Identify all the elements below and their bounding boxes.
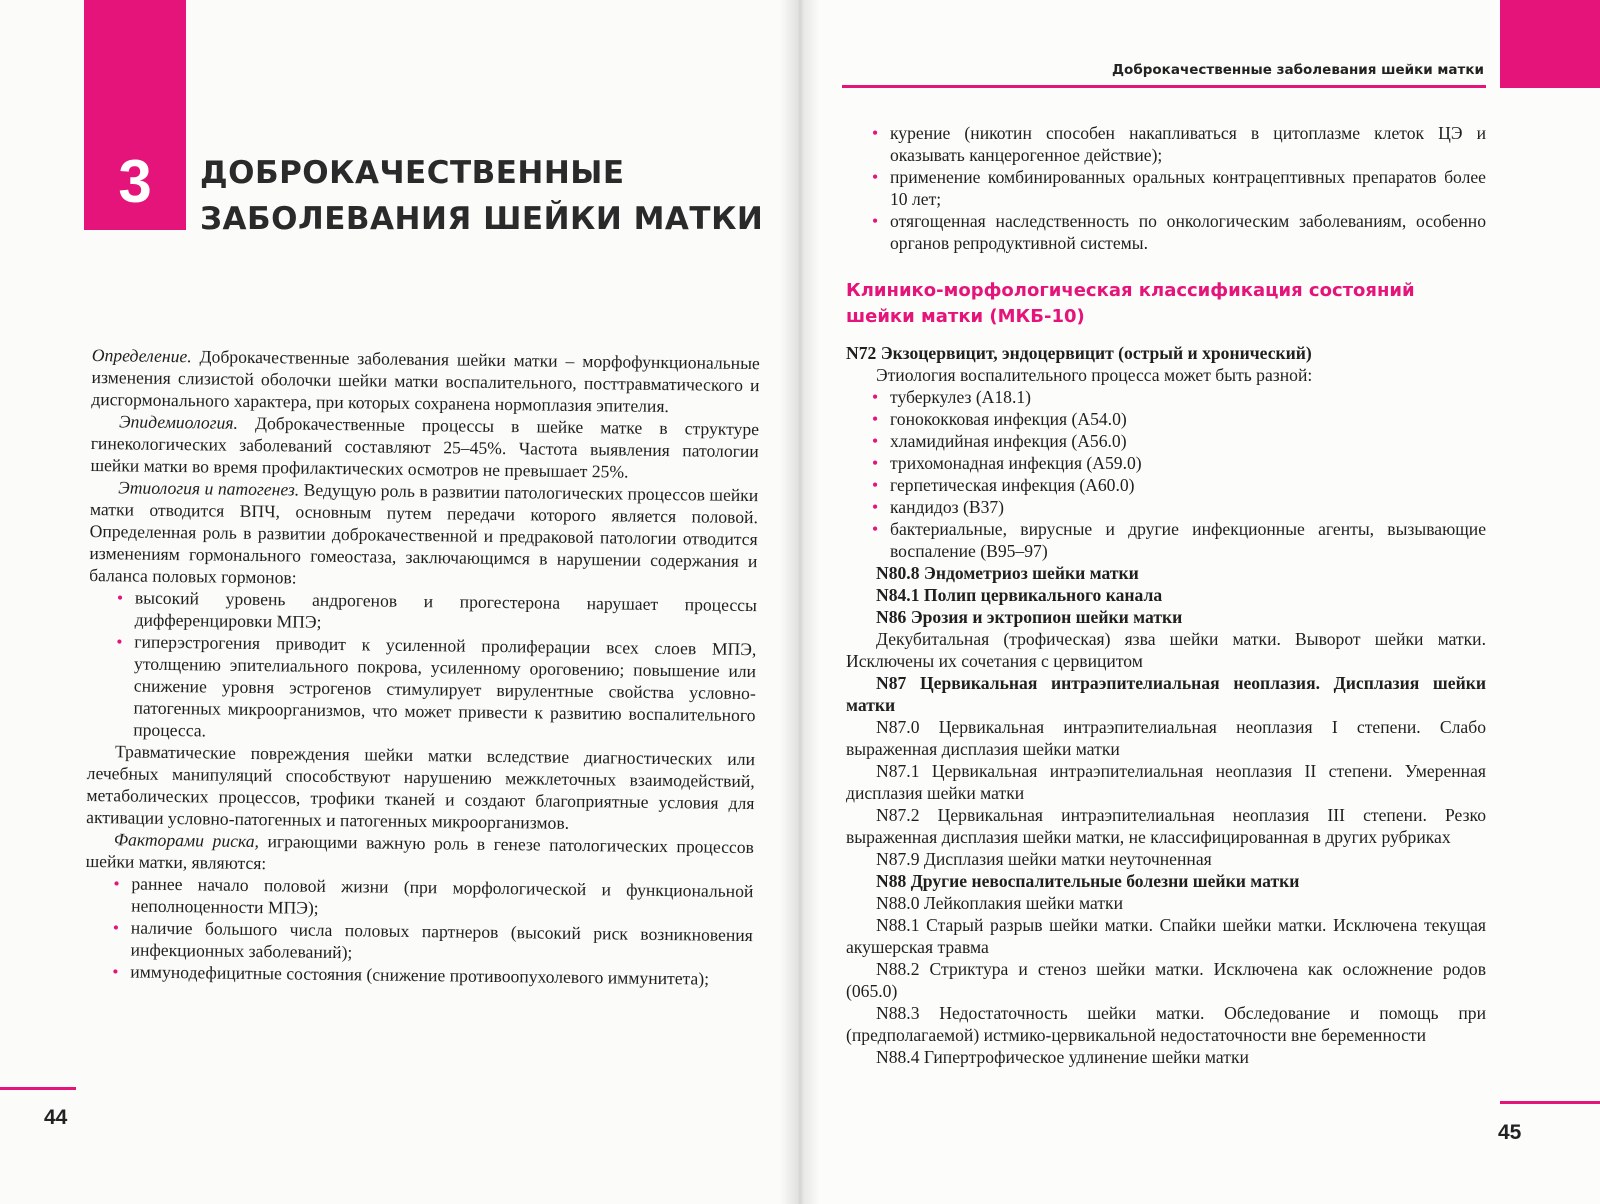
list-item: • кандидоз (B37) <box>890 496 1486 518</box>
epidemiology-paragraph <box>90 410 759 484</box>
list-item: • туберкулез (A18.1) <box>890 386 1486 408</box>
list-item: • хламидийная инфекция (A56.0) <box>890 430 1486 452</box>
corner-tab <box>1500 0 1600 88</box>
right-body-text <box>846 122 1486 1068</box>
n84-heading: N84.1 Полип цервикального канала <box>876 585 1163 605</box>
header-rule <box>842 85 1486 88</box>
etiology-text: Ведущую роль в развитии патологических процессов шейки матки отводится ВПЧ, основным путем передачи которого является половой. Определенная роль в развитии доброкачественной и предраковой патологии отводится изменениям гормонального гомеостаза, заключающимся в нарушении содержания и баланса половых гормонов: <box>89 479 759 588</box>
epidemiology-text: Доброкачественные процессы в шейке матке в структуре гинекологических заболеваний составляют 25–45%. Частота выявления патологии шейки матки во время профилактических осмотров не превышает 25%. <box>90 412 760 482</box>
section-title: Клинико-морфологическая классификация состояний шейки матки (МКБ-10) <box>846 280 1415 327</box>
list-item: • высокий уровень андрогенов и прогестерона нарушает процессы дифференцировки МПЭ; <box>135 587 757 639</box>
chapter-title <box>200 150 764 242</box>
list-item: • применение комбинированных оральных контрацептивных препаратов более 10 лет; <box>890 166 1486 210</box>
definition-label: Определение. <box>91 344 192 367</box>
n87-1: N87.1 Цервикальная интраэпителиальная неоплазия II степени. Умеренная дисплазия шейки матки <box>846 761 1486 803</box>
trauma-paragraph: Травматические повреждения шейки матки вследствие диагностических или лечебных манипуляций способствуют нарушению межклеточных взаимодействий, метаболических процессов, трофики тканей и создают благоприятные условия для активации условно-патогенных и патогенных микроорганизмов. <box>86 741 756 833</box>
n87-9: N87.9 Дисплазия шейки матки неуточненная <box>876 849 1212 869</box>
footer-rule <box>0 1087 76 1090</box>
n88-3: N88.3 Недостаточность шейки матки. Обследование и помощь при (предполагаемой) истмико-цервикальной недостаточности вне беременности <box>846 1003 1486 1045</box>
chapter-number: 3 <box>118 148 152 215</box>
list-item: • иммунодефицитные состояния (снижение противоопухолевого иммунитета); <box>130 961 752 991</box>
hormone-list <box>87 586 757 748</box>
n88-0: N88.0 Лейкоплакия шейки матки <box>876 893 1123 913</box>
definition-text: Доброкачественные заболевания шейки матки – морфофункциональные изменения слизистой оболочки шейки матки воспалительного, посттравматического и дисгормонального характера, при которых сохранена нормоплазия эпителия. <box>91 346 760 417</box>
n86-text: Декубитальная (трофическая) язва шейки матки. Выворот шейки матки. Исключены их сочетания с цервицитом <box>846 629 1486 671</box>
epidemiology-label: Эпидемиология. <box>118 411 239 433</box>
etiology-paragraph <box>89 476 758 594</box>
risk-list <box>84 872 753 990</box>
footer-rule <box>1500 1101 1600 1104</box>
chapter-title-line: ДОБРОКАЧЕСТВЕННЫЕ <box>200 155 625 191</box>
n88-heading: N88 Другие невоспалительные болезни шейки матки <box>876 871 1300 891</box>
list-item: • гонококковая инфекция (A54.0) <box>890 408 1486 430</box>
n80-heading: N80.8 Эндометриоз шейки матки <box>876 563 1139 583</box>
chapter-title-line: ЗАБОЛЕВАНИЯ ШЕЙКИ МАТКИ <box>200 201 764 237</box>
n87-0: N87.0 Цервикальная интраэпителиальная неоплазия I степени. Слабо выраженная дисплазия шейки матки <box>846 717 1486 759</box>
list-item: • гиперэстрогения приводит к усиленной пролиферации всех слоев МПЭ, утолщению эпителиального покрова, усиленному ороговению; повышение или снижение уровня эстрогенов стимулирует вирулентные свойства условно-патогенных микроорганизмов, что может привести к развитию воспалительного процесса. <box>133 631 756 749</box>
running-head: Доброкачественные заболевания шейки матки <box>1112 62 1484 78</box>
list-item: • герпетическая инфекция (A60.0) <box>890 474 1486 496</box>
page-number: 45 <box>1498 1121 1522 1144</box>
etiology-label: Этиология и патогенез. <box>118 477 300 500</box>
list-item: • трихомонадная инфекция (A59.0) <box>890 452 1486 474</box>
risk-text: играющими важную роль в генезе патологических процессов шейки матки, являются: <box>85 831 755 874</box>
list-item: • отягощенная наследственность по онкологическим заболеваниям, особенно органов репродуктивной системы. <box>890 210 1486 254</box>
list-item: • раннее начало половой жизни (при морфологической и функциональной неполноценности МПЭ); <box>131 873 753 925</box>
right-page <box>798 0 1600 1204</box>
risk-label: Факторами риска, <box>113 829 260 852</box>
n88-1: N88.1 Старый разрыв шейки матки. Спайки шейки матки. Исключена текущая акушерская травма <box>846 915 1486 957</box>
n87-2: N87.2 Цервикальная интраэпителиальная неоплазия III степени. Резко выраженная дисплазия шейки матки, не классифицированная в других рубриках <box>846 805 1486 847</box>
n72-list <box>846 386 1486 562</box>
n88-4: N88.4 Гипертрофическое удлинение шейки матки <box>876 1047 1249 1067</box>
list-item: • бактериальные, вирусные и другие инфекционные агенты, вызывающие воспаление (B95–97) <box>890 518 1486 562</box>
page-number: 44 <box>44 1106 68 1129</box>
n86-heading: N86 Эрозия и эктропион шейки матки <box>876 607 1183 627</box>
n72-heading: N72 Экзоцервицит, эндоцервицит (острый и хронический) <box>846 343 1312 363</box>
list-item: • наличие большого числа половых партнеров (высокий риск возникновения инфекционных заболеваний); <box>130 917 752 969</box>
left-page <box>0 0 798 1204</box>
definition-paragraph <box>91 344 760 418</box>
n88-2: N88.2 Стриктура и стеноз шейки матки. Исключена как осложнение родов (065.0) <box>846 959 1486 1001</box>
n87-heading: N87 Цервикальная интраэпителиальная неоплазия. Дисплазия шейки матки <box>846 673 1486 715</box>
continued-risk-list <box>846 122 1486 254</box>
n72-intro: Этиология воспалительного процесса может быть разной: <box>876 365 1313 385</box>
left-body-text <box>84 344 760 990</box>
list-item: • курение (никотин способен накапливаться в цитоплазме клеток ЦЭ и оказывать канцерогенное действие); <box>890 122 1486 166</box>
